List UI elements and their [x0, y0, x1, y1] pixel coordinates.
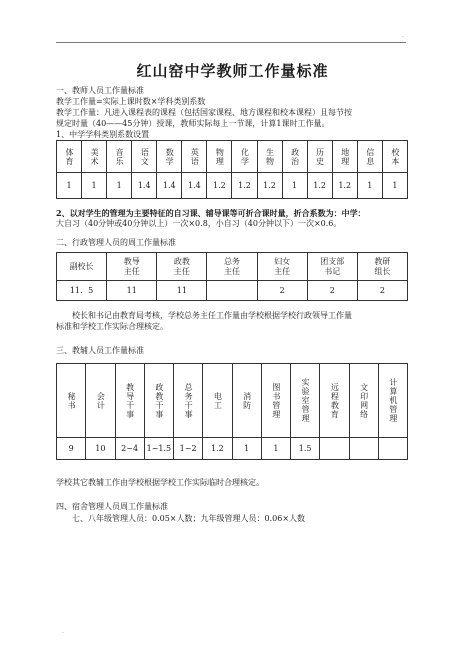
section-2-heading: 二、行政管理人员的周工作量标准	[56, 238, 176, 247]
admin-workload-table	[56, 252, 408, 301]
table-header-cell: 文印网络	[359, 382, 369, 419]
table-cell: 1	[261, 438, 290, 460]
table-header-row	[57, 141, 408, 173]
table-header-cell: 政教干事	[154, 382, 164, 419]
table-cell: 1.2	[257, 173, 282, 199]
table-header-row: 副校长 教导 主任 政教 主任 总务 主任 妇女 主任 团支部 书记 教研 组长	[57, 253, 408, 281]
table-cell: 1	[357, 173, 382, 199]
table-cell: 1.2	[307, 173, 332, 199]
table-header-cell: 秘书	[67, 391, 77, 410]
table-header-cell: 政治	[290, 147, 300, 166]
table-header-cell: 生物	[265, 147, 275, 166]
section-4-line-1: 七、八年级管理人员：0.05×人数；九年级管理人员：0.06×人数	[72, 514, 306, 523]
table-cell: 9	[57, 438, 86, 460]
table-cell: 1.4	[182, 173, 207, 199]
table-cell	[349, 438, 378, 460]
table-header-cell: 历史	[315, 147, 325, 166]
table-cell: 1~2	[174, 438, 203, 460]
table-header-cell: 美术	[90, 147, 100, 166]
table-header-cell: 总务干事	[184, 382, 194, 419]
table-cell: 11	[107, 281, 157, 301]
table-header-cell: 信息	[365, 147, 375, 166]
table-header-cell: 英语	[190, 147, 200, 166]
table-header-cell: 总务	[223, 256, 240, 266]
table-header-cell: 政教	[173, 256, 190, 266]
table-cell: 1	[107, 173, 132, 199]
table-header-cell: 副校长	[69, 261, 94, 271]
table-cell: 1	[232, 438, 261, 460]
table-header-cell: 教导干事	[125, 382, 135, 419]
table-header-cell: 消防	[242, 391, 252, 410]
table-header-cell: 团支部	[320, 256, 345, 266]
table-cell: 1.5	[291, 438, 320, 460]
table-cell	[207, 281, 257, 301]
section-3-line-1: 校长和书记由教育局考核，学校总务主任工作量由学校根据学校行政领导工作量	[72, 311, 352, 320]
table-header-cell: 实验室管理	[301, 378, 311, 423]
table-header-cell: 数学	[165, 147, 175, 166]
table-cell: 1.2	[203, 438, 232, 460]
table-header-cell: 化学	[240, 147, 250, 166]
table-cell: 2	[357, 281, 407, 301]
table-header-cell: 妇女	[274, 256, 291, 266]
section-3-line-2: 标准和学校工作实际合理核定。	[56, 322, 168, 331]
table-cell: 10	[86, 438, 115, 460]
table-header-cell: 校本	[390, 147, 400, 166]
table-header-cell: 教研	[374, 256, 391, 266]
table-header-cell: 电工	[213, 391, 223, 410]
table-header-cell: 会计	[96, 391, 106, 410]
table-cell: 1	[282, 173, 307, 199]
table-cell: 1.2	[207, 173, 232, 199]
table-header-row	[57, 364, 408, 438]
table-header-cell: 教导	[123, 256, 140, 266]
table-cell: 1.2	[332, 173, 357, 199]
table-cell	[320, 438, 349, 460]
table-cell	[378, 438, 407, 460]
section-1-subheading: 1、中学学科类别系数设置	[56, 130, 150, 139]
table-cell: 2	[307, 281, 357, 301]
section-1-line-3: 规定时量（40——45分钟）授课，教师实际每上一节课，计算1课时工作量。	[56, 119, 330, 128]
table-cell: 2	[257, 281, 307, 301]
header-mark: ·	[402, 34, 404, 41]
section-4-heading: 四、宿舍管理人员周工作量标准	[56, 502, 168, 511]
header-rule	[56, 42, 406, 43]
table-cell: 1	[57, 173, 82, 199]
table-row	[57, 438, 408, 460]
table-cell: 2~4	[115, 438, 144, 460]
section-2-line-2: 大自习（40分钟或40分钟以上）一次×0.8，小自习（40分钟以下）一次×0.6。	[56, 219, 342, 228]
table-row	[57, 281, 408, 301]
table-cell: 1~1.5	[144, 438, 173, 460]
section-3-note: 学校其它教辅工作由学校根据学校工作实际临时合理核定。	[56, 478, 264, 487]
table-cell: 11．5	[57, 281, 107, 301]
section-3-heading: 三、教辅人员工作量标准	[56, 346, 144, 355]
section-1-line-2: 教学工作量：凡进入课程表的课程（包括国家课程、地方课程和校本课程）且每节按	[56, 108, 352, 117]
table-header-cell: 物理	[215, 147, 225, 166]
table-header-cell: 语文	[140, 147, 150, 166]
table-cell: 1.4	[157, 173, 182, 199]
table-header-cell: 音乐	[115, 147, 125, 166]
table-cell: 1.4	[132, 173, 157, 199]
table-cell: 1	[382, 173, 407, 199]
document-title: 红山窑中学教师工作量标准	[136, 62, 329, 80]
table-header-cell: 体育	[65, 147, 75, 166]
table-row	[57, 173, 408, 199]
table-cell: 1	[82, 173, 107, 199]
table-header-cell: 图书管理	[271, 382, 281, 419]
support-staff-table	[56, 363, 408, 460]
table-cell: 1.2	[232, 173, 257, 199]
section-1-line-1: 教学工作量=实际上课时数×学科类别系数	[56, 97, 206, 106]
table-cell: 11	[157, 281, 207, 301]
table-header-cell: 计算机管理	[388, 378, 398, 423]
footer-mark: ·	[62, 630, 64, 637]
table-header-cell: 地理	[340, 147, 350, 166]
section-2-line-1: 2、以对学生的管理为主要特征的自习课、辅导课等可折合课时量，折合系数为：中学：	[56, 208, 366, 218]
section-1-heading: 一、教师人员工作量标准	[56, 86, 144, 95]
subject-coefficient-table	[56, 140, 408, 199]
table-header-cell: 远程教育	[330, 382, 340, 419]
